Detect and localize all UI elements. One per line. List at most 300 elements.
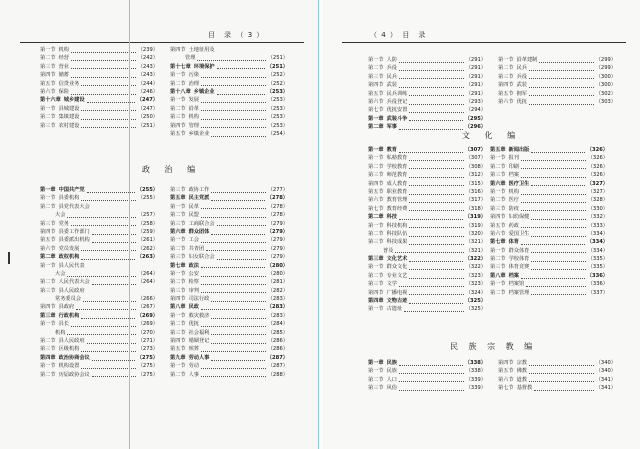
toc-entry-title: 信贷业务 <box>58 80 80 87</box>
dot-leader <box>399 148 463 153</box>
toc-entry-number: 第三节 <box>40 63 56 70</box>
toc-entry-number: 第二节 <box>40 371 56 378</box>
dot-leader <box>409 274 463 279</box>
toc-entry-number: 第一节 <box>490 188 506 195</box>
dot-leader <box>92 205 156 209</box>
toc-entry-page: （282） <box>267 287 288 294</box>
toc-entry-page: （320） <box>465 230 486 237</box>
toc-entry-page: （303） <box>595 98 616 105</box>
toc-entry <box>170 337 288 345</box>
toc-entry-number: 第二节 <box>368 230 384 237</box>
toc-entry-title: 人事 <box>188 371 199 378</box>
toc-entry-title: 检察 <box>188 279 199 286</box>
toc-entry-title: 发展 <box>188 97 199 104</box>
toc-entry-page: （279） <box>267 237 288 244</box>
toc-entry <box>368 154 486 162</box>
dot-leader <box>531 265 585 270</box>
toc-entry <box>368 367 486 375</box>
toc-entry <box>40 295 158 303</box>
dot-leader <box>201 106 266 111</box>
toc-entry-title: 历届政协会议 <box>58 371 90 378</box>
dot-leader <box>81 255 134 260</box>
toc-entry-page: （319） <box>464 214 486 221</box>
toc-entry-page: （293） <box>465 98 486 105</box>
toc-entry <box>368 90 486 98</box>
section-title-culture: 文 化 编 <box>462 131 522 140</box>
toc-entry-number: 第一节 <box>170 97 186 104</box>
toc-entry-title: 县委派出机构 <box>58 237 90 244</box>
toc-entry <box>368 289 486 297</box>
toc-entry <box>490 154 608 162</box>
dot-leader <box>71 90 136 95</box>
toc-entry-page: （333） <box>587 222 608 229</box>
toc-entry <box>368 73 486 81</box>
toc-entry-title: 风俗 <box>386 385 397 392</box>
toc-entry <box>40 105 158 113</box>
dot-leader <box>76 305 136 310</box>
dot-leader <box>201 204 266 209</box>
toc-entry-number: 第三节 <box>368 172 384 179</box>
dot-leader <box>521 206 586 211</box>
toc-entry-page: （243） <box>137 72 158 79</box>
toc-entry <box>490 280 608 288</box>
toc-entry-number: 第七节 <box>498 385 514 392</box>
dot-leader <box>531 148 584 153</box>
dot-leader <box>87 289 156 293</box>
dot-leader <box>217 64 265 69</box>
toc-entry-page: （287） <box>266 354 288 361</box>
toc-entry-number: 第三节 <box>368 239 384 246</box>
toc-entry-page: （295） <box>464 115 486 122</box>
toc-entry-number: 第六节 <box>368 98 384 105</box>
dot-leader <box>211 339 265 344</box>
dot-leader <box>211 230 264 235</box>
dot-leader <box>201 288 266 293</box>
toc-entry <box>368 81 486 89</box>
toc-entry-number: 第一节 <box>170 363 186 370</box>
toc-entry <box>498 359 616 367</box>
toc-entry-number: 第一节 <box>170 270 186 277</box>
toc-entry-title: 文物古迹 <box>386 298 408 305</box>
guide-line-center <box>318 0 319 449</box>
toc-entry-number: 第三节 <box>368 73 384 80</box>
toc-entry-title: 科技成果 <box>386 239 408 246</box>
right-page <box>322 0 640 449</box>
dot-leader <box>531 257 585 262</box>
toc-entry-page: （337） <box>587 289 608 296</box>
toc-entry <box>368 106 486 114</box>
dot-leader <box>83 297 136 302</box>
toc-entry-title: 武装 <box>516 82 527 89</box>
dot-leader <box>529 66 594 71</box>
toc-entry <box>498 81 616 89</box>
toc-entry-title: 政协工作 <box>188 187 210 193</box>
toc-entry-page: （335） <box>587 256 608 263</box>
toc-entry-title: 体育竞赛 <box>508 264 530 271</box>
dot-leader <box>81 123 135 128</box>
dot-leader <box>404 307 464 312</box>
toc-entry-page: （338） <box>465 368 486 375</box>
toc-entry-page: （299） <box>595 65 616 72</box>
toc-entry <box>170 270 288 278</box>
toc-entry-title: 经营 <box>58 55 69 62</box>
toc-entry <box>170 54 288 62</box>
toc-entry-title: 区级机构 <box>58 346 80 353</box>
toc-entry-title: 档案馆 <box>508 281 525 288</box>
toc-entry <box>368 230 486 238</box>
toc-chapter-entry <box>490 272 608 280</box>
dot-leader <box>409 91 463 96</box>
toc-entry <box>498 384 616 392</box>
toc-entry-title: 机构 <box>58 47 69 53</box>
toc-entry-title: 政治协商会议 <box>58 354 90 361</box>
toc-entry-page: （330） <box>587 205 608 212</box>
toc-entry-page: （326） <box>587 163 608 170</box>
toc-entry-number: 第四节 <box>368 82 384 89</box>
toc-entry-number: 第二节 <box>170 371 186 378</box>
toc-entry-page: （279） <box>266 228 288 235</box>
dot-leader <box>399 215 463 220</box>
toc-entry <box>368 238 486 246</box>
toc-column-right-top-b <box>498 56 616 106</box>
dot-leader <box>409 223 463 228</box>
toc-entry-number: 第三节 <box>170 287 186 294</box>
left-page <box>0 0 318 449</box>
toc-entry <box>170 46 288 54</box>
toc-entry-page: （278） <box>267 212 288 219</box>
toc-entry-title: 古遗址 <box>386 306 403 313</box>
toc-entry-title: 县政府 <box>58 304 75 311</box>
toc-entry-number: 第六章 <box>170 228 186 235</box>
toc-entry-page: （335） <box>587 264 608 271</box>
toc-entry-page: （266） <box>137 296 158 303</box>
toc-entry <box>40 287 158 295</box>
toc-entry-title: 政法 <box>188 262 199 269</box>
toc-entry-page: （271） <box>137 338 158 345</box>
toc-entry-page: （242） <box>137 55 158 62</box>
toc-entry-page: （243） <box>137 63 158 70</box>
dot-leader <box>211 297 265 302</box>
toc-entry-number: 第一节 <box>40 195 56 202</box>
toc-entry-page: （251） <box>266 63 288 70</box>
toc-chapter-entry <box>368 115 486 123</box>
toc-entry-number: 第六节 <box>40 88 56 95</box>
toc-entry-title: 司法行政 <box>188 296 210 303</box>
guide-line-left <box>129 0 130 449</box>
toc-entry-number: 第三节 <box>368 281 384 288</box>
toc-entry <box>40 228 158 236</box>
toc-entry <box>368 247 486 255</box>
toc-entry <box>368 280 486 288</box>
toc-entry-page: （308） <box>465 163 486 170</box>
toc-entry-page: （341） <box>595 385 616 392</box>
toc-entry-page: （244） <box>137 80 158 87</box>
toc-entry-page: （278） <box>266 195 288 202</box>
dot-leader <box>531 248 585 253</box>
toc-entry-page: （322） <box>464 256 486 263</box>
toc-entry <box>368 180 486 188</box>
toc-entry-number: 第四章 <box>368 298 384 305</box>
toc-entry-page: （275） <box>137 371 158 378</box>
toc-entry-number: 第十六章 <box>40 97 61 104</box>
toc-column-right-bottom-a <box>368 359 486 393</box>
dot-leader <box>201 213 266 218</box>
toc-entry <box>368 188 486 196</box>
toc-entry-number: 第二节 <box>490 256 506 263</box>
dot-leader <box>201 73 266 78</box>
toc-entry-number: 第二节 <box>498 65 514 72</box>
toc-entry-title: 大会 <box>55 212 66 219</box>
toc-entry-page: （307） <box>465 155 486 162</box>
toc-entry <box>368 263 486 271</box>
toc-entry-number: 第二节 <box>40 203 56 210</box>
toc-entry-page: （264） <box>137 279 158 286</box>
toc-entry-page: （285） <box>267 329 288 336</box>
toc-entry-title: 军事 <box>386 124 397 131</box>
toc-entry-title: 武装斗争 <box>386 115 408 122</box>
toc-entry-page: （300） <box>595 73 616 80</box>
toc-entry-number: 第一章 <box>368 115 384 122</box>
toc-entry-number: 第一章 <box>40 187 56 193</box>
dot-leader <box>206 246 266 251</box>
dot-leader <box>67 213 135 218</box>
toc-entry <box>40 245 158 253</box>
toc-chapter-entry <box>490 238 608 246</box>
toc-entry-number: 第三节 <box>490 264 506 271</box>
toc-entry-number: 第七节 <box>368 205 384 212</box>
toc-entry-number: 第一节 <box>368 306 384 313</box>
toc-entry-page: （251） <box>267 55 288 62</box>
toc-entry-title: 妇女联合会 <box>188 254 215 261</box>
toc-entry-number: 第四节 <box>40 304 56 311</box>
toc-entry-number: 第九章 <box>170 354 186 361</box>
toc-entry-number: 第三节 <box>498 73 514 80</box>
toc-entry <box>170 211 288 219</box>
toc-entry-page: （277） <box>267 187 288 193</box>
dot-leader <box>81 314 134 319</box>
toc-entry <box>170 245 288 253</box>
toc-entry-number: 第四节 <box>40 72 56 79</box>
toc-entry-number: 第三节 <box>368 385 384 392</box>
toc-entry-title: 殡葬 <box>188 346 199 353</box>
toc-entry-page: （323） <box>465 281 486 288</box>
dot-leader <box>399 282 464 287</box>
toc-entry <box>170 186 288 194</box>
toc-entry <box>170 122 288 130</box>
toc-entry-number: 第五节 <box>368 90 384 97</box>
toc-entry-title: 民兵 <box>386 73 397 80</box>
toc-entry <box>368 98 486 106</box>
toc-entry-title: 教育 <box>386 147 397 153</box>
toc-entry-page: （302） <box>595 90 616 97</box>
toc-entry-number: 第二章 <box>368 214 384 221</box>
toc-entry <box>368 272 486 280</box>
toc-entry <box>170 278 288 286</box>
toc-entry-number: 第六节 <box>498 98 514 105</box>
toc-entry-number: 第一节 <box>170 312 186 319</box>
toc-entry <box>368 205 486 213</box>
toc-chapter-entry <box>490 180 608 188</box>
toc-entry-title: 民族 <box>386 360 397 366</box>
toc-entry-page: （267） <box>137 304 158 311</box>
toc-entry-title: 乡镇企业 <box>188 130 210 137</box>
toc-entry-page: （286） <box>267 338 288 345</box>
toc-entry-number: 第二节 <box>170 105 186 112</box>
toc-entry-title: 共青团 <box>188 245 205 252</box>
toc-entry-title: 报刊 <box>508 155 519 162</box>
toc-entry-title: 优抚安置 <box>386 107 408 114</box>
toc-entry-number: 第一节 <box>40 47 56 53</box>
dot-leader <box>409 156 463 161</box>
toc-entry-page: （286） <box>267 346 288 353</box>
dot-leader <box>409 164 463 169</box>
toc-entry-number: 第三节 <box>170 254 186 261</box>
toc-column-left-top-a <box>40 46 158 130</box>
toc-entry-number: 第六节 <box>368 197 384 204</box>
toc-entry-page: （281） <box>267 279 288 286</box>
dot-leader <box>539 58 593 63</box>
toc-entry-title: 民革 <box>188 203 199 210</box>
toc-entry-page: （324） <box>465 289 486 296</box>
toc-entry-title: 教育经费 <box>386 205 408 212</box>
toc-entry-title: 药政 <box>508 222 519 229</box>
toc-entry <box>490 188 608 196</box>
toc-entry <box>40 320 158 328</box>
toc-entry-title: 体育 <box>508 239 519 246</box>
toc-entry-title: 土地征用及 <box>188 47 215 53</box>
binding-mark-left <box>8 252 10 264</box>
dot-leader <box>217 48 286 52</box>
toc-entry-number: 第一节 <box>368 222 384 229</box>
toc-entry-page: （247） <box>137 105 158 112</box>
toc-entry-number: 第一章 <box>368 147 384 153</box>
dot-leader <box>529 377 594 382</box>
dot-leader <box>211 356 264 361</box>
toc-entry <box>490 205 608 213</box>
toc-entry-number: 第二节 <box>170 321 186 328</box>
toc-entry-page: （263） <box>136 254 158 261</box>
toc-entry-page: （262） <box>137 245 158 252</box>
dot-leader <box>409 198 463 203</box>
dot-leader <box>409 299 462 304</box>
dot-leader <box>409 206 463 211</box>
dot-leader <box>201 372 266 377</box>
toc-entry-number: 第十七章 <box>170 63 191 70</box>
toc-entry <box>40 303 158 311</box>
toc-entry-number: 第二节 <box>170 279 186 286</box>
section-title-politics: 政 治 编 <box>142 165 202 174</box>
toc-entry-title: 学校教育 <box>386 163 408 170</box>
toc-entry-page: （332） <box>587 214 608 221</box>
toc-entry-title: 机构 <box>508 188 519 195</box>
toc-entry-page: （253） <box>267 114 288 121</box>
toc-entry-number: 第二章 <box>40 254 56 261</box>
dot-leader <box>409 257 462 262</box>
toc-entry-number: 第五节 <box>40 80 56 87</box>
toc-entry-title: 工会 <box>188 237 199 244</box>
dot-leader <box>201 81 266 86</box>
dot-leader <box>201 347 266 352</box>
toc-chapter-entry <box>170 194 288 202</box>
toc-entry-page: （326） <box>587 172 608 179</box>
toc-entry-page: （275） <box>137 363 158 370</box>
toc-entry-number: 第五节 <box>170 130 186 137</box>
toc-entry-title: 乡镇企业 <box>193 88 215 95</box>
dot-leader <box>201 322 266 327</box>
toc-entry-number: 第五节 <box>498 368 514 375</box>
toc-entry-page: （250） <box>137 114 158 121</box>
toc-entry-title: 爱国卫生 <box>508 230 530 237</box>
toc-entry-number: 第二节 <box>490 289 506 296</box>
toc-entry-number: 第五章 <box>490 147 506 153</box>
toc-entry-number: 第六节 <box>40 245 56 252</box>
toc-entry-page: （341） <box>595 376 616 383</box>
dot-leader <box>529 83 594 88</box>
toc-entry-page: （334） <box>587 247 608 254</box>
toc-entry-number: 第二节 <box>40 114 56 121</box>
toc-entry-title: 沿革建制 <box>516 57 538 63</box>
dot-leader <box>529 91 594 96</box>
toc-entry-number: 第一节 <box>490 155 506 162</box>
toc-entry-number: 第七章 <box>170 262 186 269</box>
dot-leader <box>67 272 135 277</box>
toc-entry-number: 第一节 <box>368 57 384 63</box>
dot-leader <box>81 364 135 369</box>
toc-entry-page: （280） <box>266 262 288 269</box>
toc-entry <box>40 345 158 353</box>
toc-entry-title: 优抚 <box>188 321 199 328</box>
toc-entry <box>170 203 288 211</box>
toc-entry-page: （261） <box>137 237 158 244</box>
toc-entry-page: （288） <box>267 371 288 378</box>
dot-leader <box>399 386 464 391</box>
right-page-header: （ 4 ） 目 录 <box>370 31 427 39</box>
toc-entry-title: 管理 <box>185 55 196 62</box>
dot-leader <box>399 74 464 79</box>
toc-entry-page: （318） <box>465 205 486 212</box>
toc-entry-title: 科技队伍 <box>386 230 408 237</box>
toc-entry-page: （279） <box>267 245 288 252</box>
toc-entry <box>170 96 288 104</box>
toc-entry-page: （291） <box>465 82 486 89</box>
toc-entry <box>498 90 616 98</box>
toc-entry-page: （328） <box>587 197 608 204</box>
toc-entry-number: 第二节 <box>490 163 506 170</box>
toc-entry-number: 第四节 <box>498 360 514 366</box>
dot-leader <box>531 215 585 220</box>
toc-entry-title: 教育管理 <box>386 197 408 204</box>
toc-entry-page: （325） <box>465 306 486 313</box>
dot-leader <box>71 48 136 53</box>
dot-leader <box>211 196 264 201</box>
toc-entry-title: 档案管理 <box>508 289 530 296</box>
toc-entry <box>490 213 608 221</box>
toc-entry-page: （326） <box>586 147 608 153</box>
toc-entry-number: 第四节 <box>170 47 186 53</box>
toc-chapter-entry <box>170 63 288 71</box>
toc-entry-number: 第一节 <box>40 363 56 370</box>
toc-entry-number: 第一节 <box>498 57 514 63</box>
dot-leader <box>71 221 136 226</box>
toc-chapter-entry <box>368 297 486 305</box>
toc-entry-page: （253） <box>267 97 288 104</box>
toc-entry <box>498 98 616 106</box>
toc-chapter-entry <box>40 186 158 194</box>
dot-leader <box>211 330 265 335</box>
toc-entry <box>368 56 486 64</box>
toc-entry <box>368 384 486 392</box>
toc-entry-title: 档案 <box>508 272 519 279</box>
